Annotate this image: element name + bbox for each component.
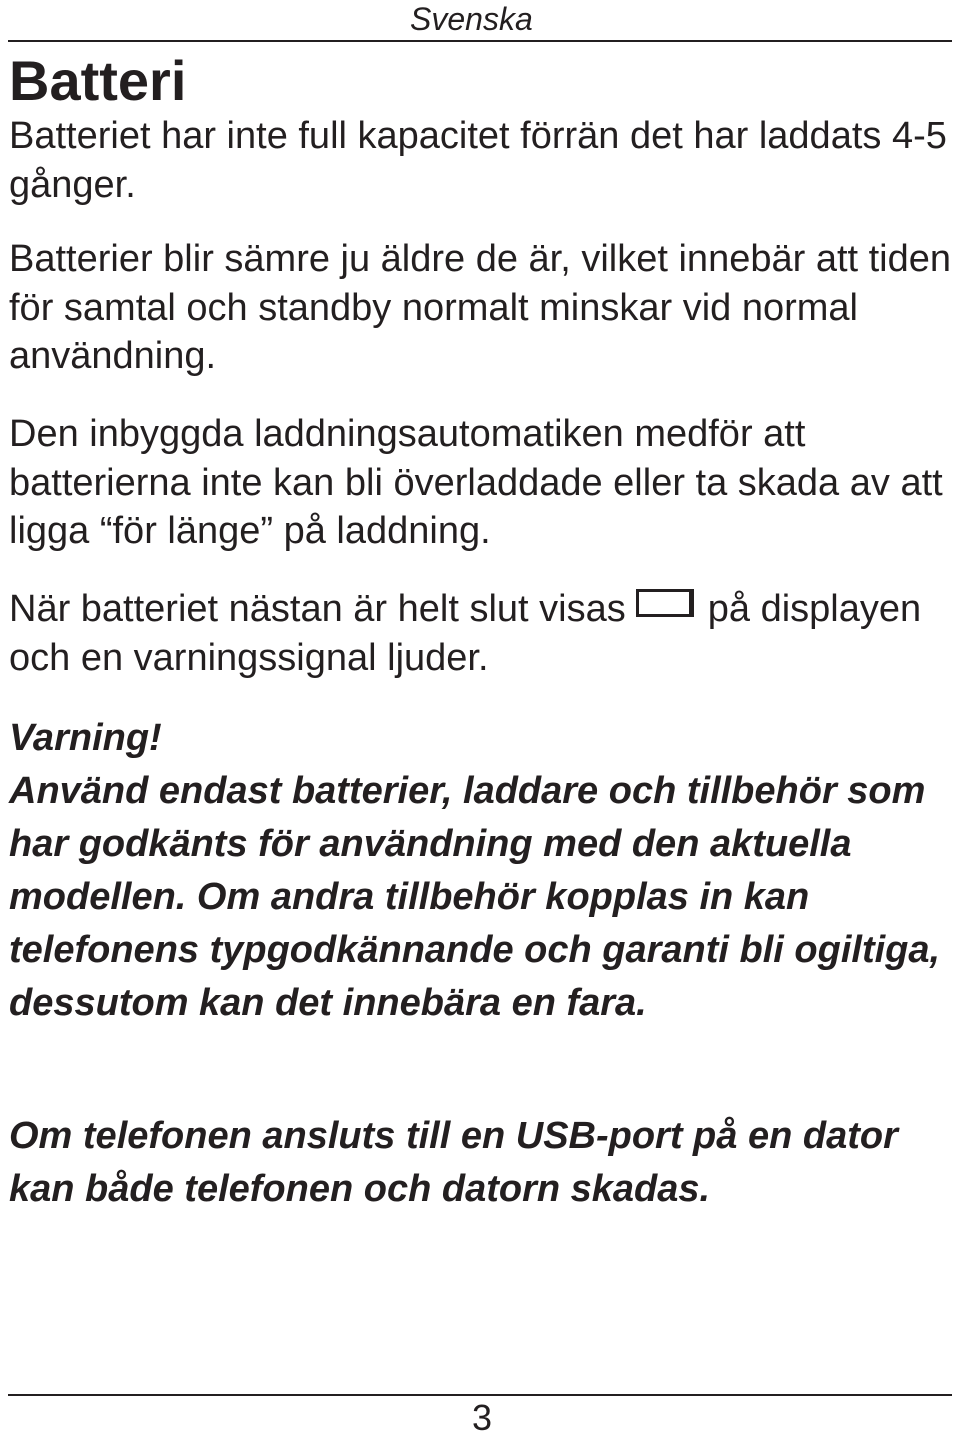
section-title: Batteri [9, 49, 187, 112]
usb-warning: Om telefonen ansluts till en USB-port på en dator kan både telefonen och datorn skadas. [9, 1115, 898, 1210]
paragraph-charging: Den inbyggda laddningsautomatiken medför att batterierna inte kan bli överladdade eller ta skada av att ligga “för länge” på laddning. [9, 413, 943, 552]
low-battery-text-before: När batteriet nästan är helt slut visas [9, 588, 626, 630]
footer-rule [8, 1394, 952, 1396]
empty-battery-icon [636, 589, 694, 617]
warning-body: Använd endast batterier, laddare och tillbehör som har godkänts för användning med den aktuella modellen. Om andra tillbehör kopplas in kan telefonens typgodkännande och garanti bli ogiltiga, dessutom kan det innebära en fara. [9, 770, 941, 1024]
page-number: 3 [471, 1397, 493, 1438]
low-battery-text-after: på displayen och en varningssignal ljuder. [9, 588, 922, 679]
paragraph-low-battery [9, 585, 954, 682]
paragraph-capacity: Batteriet har inte full kapacitet förrän det har laddats 4-5 gånger. [9, 115, 947, 206]
paragraph-aging: Batterier blir sämre ju äldre de är, vilket innebär att tiden för samtal och standby normalt minskar vid normal användning. [9, 238, 952, 377]
language-label: Svenska [410, 1, 533, 37]
warning-title: Varning! [9, 717, 162, 759]
header-rule [8, 40, 952, 42]
